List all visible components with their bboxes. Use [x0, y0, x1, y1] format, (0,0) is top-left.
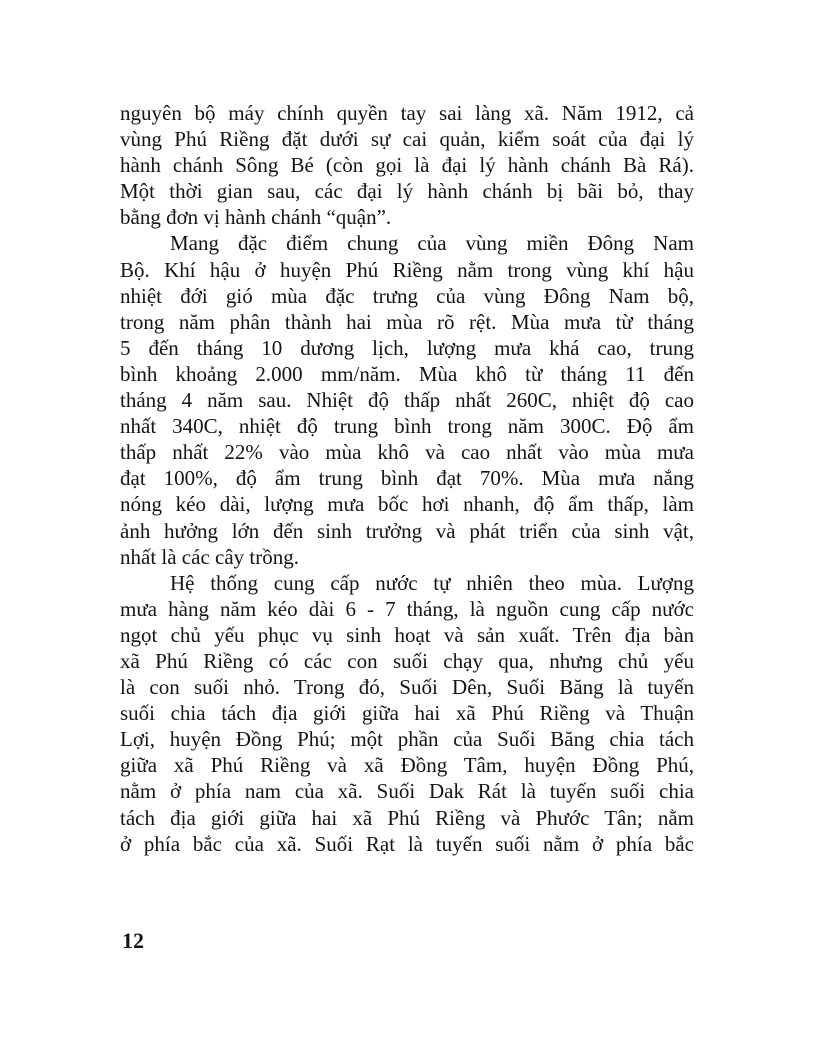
text-line: Mang đặc điểm chung của vùng miền Đông Nam	[170, 231, 694, 256]
text-line: trong năm phân thành hai mùa rõ rệt. Mùa mưa từ tháng	[120, 309, 694, 334]
page-number: 12	[122, 928, 144, 953]
text-line: bình khoảng 2.000 mm/năm. Mùa khô từ tháng 11 đến	[120, 361, 694, 386]
text-line: nguyên bộ máy chính quyền tay sai làng xã. Năm 1912, cả	[120, 101, 694, 125]
text-line: nhiệt đới gió mùa đặc trưng của vùng Đông Nam bộ,	[120, 283, 694, 308]
text-line: giữa xã Phú Riềng và xã Đồng Tâm, huyện Đồng Phú,	[120, 753, 694, 778]
text-line: ảnh hưởng lớn đến sinh trưởng và phát triển của sinh vật,	[120, 518, 694, 543]
paragraph	[120, 100, 694, 230]
text-line: nằm ở phía nam của xã. Suối Dak Rát là tuyến suối chia	[120, 779, 694, 804]
text-line: vùng Phú Riềng đặt dưới sự cai quản, kiểm soát của đại lý	[120, 127, 694, 152]
text-line: ngọt chủ yếu phục vụ sinh hoạt và sản xuất. Trên địa bàn	[120, 622, 694, 647]
text-line: hành chánh Sông Bé (còn gọi là đại lý hành chánh Bà Rá).	[120, 153, 694, 178]
text-line: Lợi, huyện Đồng Phú; một phần của Suối Băng chia tách	[120, 727, 694, 752]
text-line: mưa hàng năm kéo dài 6 - 7 tháng, là nguồn cung cấp nước	[120, 596, 694, 621]
text-line: Một thời gian sau, các đại lý hành chánh bị bãi bỏ, thay	[120, 179, 694, 204]
text-line: tháng 4 năm sau. Nhiệt độ thấp nhất 260C, nhiệt độ cao	[120, 388, 694, 413]
text-line: nóng kéo dài, lượng mưa bốc hơi nhanh, độ ẩm thấp, làm	[120, 492, 694, 517]
body-text	[120, 100, 694, 857]
text-line: là con suối nhỏ. Trong đó, Suối Dên, Suối Băng là tuyến	[120, 675, 694, 700]
text-line: suối chia tách địa giới giữa hai xã Phú Riềng và Thuận	[120, 701, 694, 726]
text-line: nhất 340C, nhiệt độ trung bình trong năm 300C. Độ ẩm	[120, 414, 694, 439]
text-line: bằng đơn vị hành chánh “quận”.	[120, 205, 392, 230]
text-line: ở phía bắc của xã. Suối Rạt là tuyến suối nằm ở phía bắc	[120, 831, 694, 856]
text-line: tách địa giới giữa hai xã Phú Riềng và Phước Tân; nằm	[120, 805, 694, 830]
text-line: nhất là các cây trồng.	[120, 544, 299, 569]
text-line: thấp nhất 22% vào mùa khô và cao nhất vào mùa mưa	[120, 440, 694, 465]
paragraph	[120, 230, 694, 569]
text-line: xã Phú Riềng có các con suối chạy qua, nhưng chủ yếu	[120, 648, 694, 673]
paragraph	[120, 570, 694, 857]
text-line: Bộ. Khí hậu ở huyện Phú Riềng nằm trong vùng khí hậu	[120, 257, 694, 282]
text-line: đạt 100%, độ ẩm trung bình đạt 70%. Mùa mưa nắng	[120, 466, 694, 491]
text-line: Hệ thống cung cấp nước tự nhiên theo mùa. Lượng	[170, 570, 694, 595]
text-line: 5 đến tháng 10 dương lịch, lượng mưa khá cao, trung	[120, 335, 694, 360]
